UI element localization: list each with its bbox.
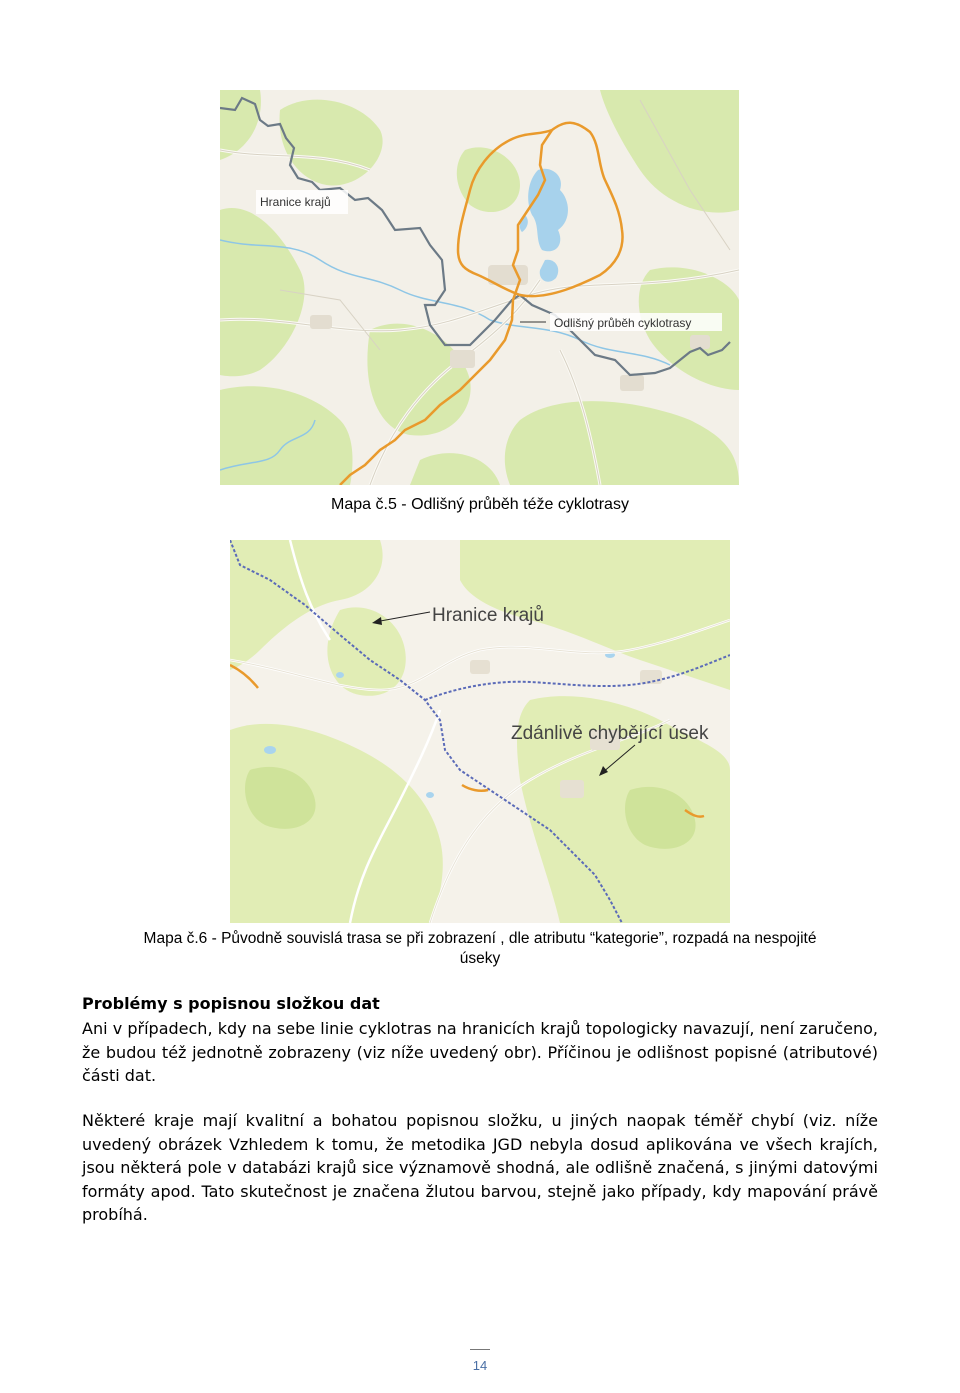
figure-caption-5: Mapa č.5 - Odlišný průběh téže cyklotrasy (331, 496, 629, 513)
page-number-rule (470, 1349, 490, 1350)
map-6-graphic (230, 540, 730, 923)
map-figure-5 (220, 90, 739, 485)
figure-caption-6-line1: Mapa č.6 - Původně souvislá trasa se při zobrazení , dle atributu “kategorie”, rozpadá na nespojité (143, 930, 817, 947)
page-number: 14 (472, 1358, 488, 1373)
map-label-border: Hranice krajů (260, 195, 331, 209)
map-label-border: Hranice krajů (432, 605, 544, 626)
figure-caption-6-line2: úseky (459, 950, 501, 967)
paragraph-1: Ani v případech, kdy na sebe linie cyklotras na hranicích krajů topologicky navazují, není zaručeno, že budou též jednotně zobrazeny (viz níže uvedený obr). Příčinou je odlišnost popisné (atributové) části dat. (82, 1019, 878, 1085)
paragraph-2: Některé kraje mají kvalitní a bohatou popisnou složku, u jiných naopak téměř chybí (viz. níže uvedený obrázek Vzhledem k tomu, že metodika JGD nebyla dosud aplikována ve všech krajích, jsou některá pole v databázi krajů sice významově shodná, ale odlišně značená, s jinými datovými formáty apod. Tato skutečnost je značena žlutou barvou, stejně jako případy, kdy mapování právě probíhá. (82, 1111, 878, 1224)
map-figure-6 (230, 540, 730, 923)
map-label-route: Odlišný průběh cyklotrasy (554, 316, 692, 330)
map-5-graphic (220, 90, 739, 485)
section-heading: Problémy s popisnou složkou dat (82, 994, 380, 1013)
map-label-gap: Zdánlivě chybějící úsek (511, 723, 709, 744)
